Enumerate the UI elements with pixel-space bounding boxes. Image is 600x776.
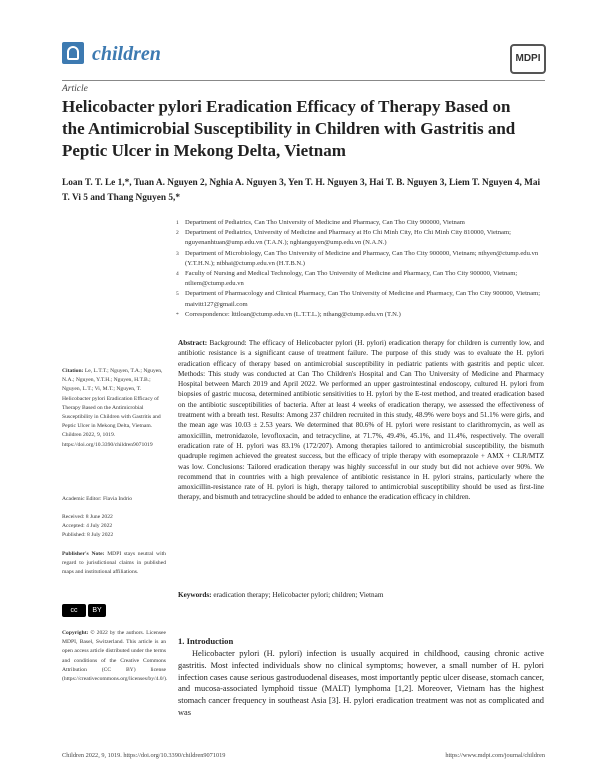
affiliation-item: 2 Department of Pediatrics, University of Medicine and Pharmacy at Ho Chi Minh City, Ho Chi Minh City 810000, Vietnam; nguyenanhtuan@ump.edu.vn (T.A.N.); nghianguyen@ump.edu.vn (N.A.N.) <box>176 229 511 247</box>
affiliation-item: 5 Department of Pharmacology and Clinical Pharmacy, Can Tho University of Medicine and Pharmacy, Can Tho City 900000, Vietnam; maivitt127@gmail.com <box>176 290 541 308</box>
accepted-date: Accepted: 4 July 2022 <box>62 523 113 530</box>
footer-journal-link[interactable]: https://www.mdpi.com/journal/children <box>445 752 545 759</box>
author-list: Loan T. T. Le 1,*, Tuan A. Nguyen 2, Nghia A. Nguyen 3, Yen T. H. Nguyen 3, Hai T. B. Nguyen 3, Liem T. Nguyen 4, Mai T. Vi 5 and Thang Nguyen 5,* <box>62 178 541 203</box>
academic-editor: Academic Editor: Flavia Indrio <box>62 496 133 502</box>
footer-citation: Children 2022, 9, 1019. https://doi.org/10.3390/children9071019 <box>62 752 226 759</box>
affiliations <box>176 218 546 320</box>
by-license-icon[interactable]: BY <box>88 604 106 617</box>
cc-license-icon[interactable]: cc <box>62 604 86 617</box>
journal-name: children <box>92 43 161 65</box>
introduction-text: Helicobacter pylori (H. pylori) infection is usually acquired in childhood, causing chronic active gastritis. Most infected individuals show no clinical symptoms; however, a small number of H. pylori infection cases cause serious gastroduodenal diseases, most importantly peptic ulcer disease, stomach cancer, and mucosa-associated lymphoid tissue (MALT) lymphoma [1,2]. Moreover, Vietnam has the highest stomach cancer frequency in southeast Asia [3]. H. pylori eradication treatment was not as complicated and was <box>178 649 544 717</box>
affiliation-item: 3 Department of Microbiology, Can Tho University of Medicine and Pharmacy, Can Tho City 900000, Vietnam; nthyen@ctump.edu.vn (Y.T.H.N.); ntbhai@ctump.edu.vn (H.T.B.N.) <box>176 249 539 267</box>
article-type: Article <box>62 84 88 94</box>
affiliation-item: 4 Faculty of Nursing and Medical Technology, Can Tho University of Medicine and Pharmacy, Can Tho City 900000, Vietnam; ntliem@ctump.edu.vn <box>176 270 518 288</box>
section-heading-introduction: 1. Introduction <box>178 636 234 646</box>
keywords: Keywords: eradication therapy; Helicobacter pylori; children; Vietnam <box>178 591 384 599</box>
affiliation-item: 1 Department of Pediatrics, Can Tho University of Medicine and Pharmacy, Can Tho City 900000, Vietnam <box>176 219 465 226</box>
journal-logo-icon <box>62 42 84 64</box>
header-divider <box>62 80 545 81</box>
abstract: Abstract: Background: The efficacy of Helicobacter pylori (H. pylori) eradication therapy for children is currently low, and antibiotic resistance is a significant cause of treatment failure. The purpose of this study was to evaluate the H. pylori eradication efficacy of therapy based on antimicrobial susceptibility in pediatric patients with gastritis and peptic ulcer. Methods: This study was conducted at Can Tho Children's Hospital and Can Tho University of Medicine and Pharmacy Hospital between March 2019 and April 2022. We performed an upper gastrointestinal endoscopy, cultured H. pylori from biopsies of gastric mucosa, determined antibiotic sensitivities to H. pylori by the E-test method, and treated eradication based on the antibiotic susceptibilities of bacteria. After at least 4 weeks of eradication therapy, we assessed the effectiveness of treatment with a breath test. Results: Among 237 children recruited in this study, 48.9% were boys and 51.1% were girls, and the mean age was 10.03 ± 2.53 years. We determined that 80.6% of H. pylori were resistant to clarithromycin, as well as amoxicillin, metronidazole, levofloxacin, and tetracycline, at 71.7%, 49.4%, 45.1%, and 11.4%, respectively. The overall eradication rate of H. pylori was 83.1% (172/207). Among therapies tailored to antimicrobial susceptibility, the bismuth quadruple regimen achieved the greatest success, but the efficacy of triple therapy with esomeprazole + AMX + CLR/MTZ was low. Conclusions: Tailored eradication therapy was highly successful in our study but did not achieve over 90%. We recommend that in countries with a high prevalence of antibiotic resistance in H. pylori strains, particularly where the amoxicillin-resistance rate of H. pylori is high, therapy tailored to antimicrobial susceptibility should be used as first-line therapy, and bismuth and tetracycline should be added to enhance the eradication efficacy in children. <box>178 339 544 502</box>
received-date: Received: 8 June 2022 <box>62 514 113 520</box>
publication-dates <box>62 513 166 541</box>
copyright-block: Copyright: © 2022 by the authors. Licensee MDPI, Basel, Switzerland. This article is an open access article distributed under the terms and conditions of the Creative Commons Attribution (CC BY) license (https://creativecommons.org/licenses/by/4.0/). <box>62 630 168 683</box>
citation-block: Citation: Le, L.T.T.; Nguyen, T.A.; Nguyen, N.A.; Nguyen, Y.T.H.; Nguyen, H.T.B.; Nguyen, L.T.; Vi, M.T.; Nguyen, T. Helicobacter pylori Eradication Efficacy of Therapy Based on the Antimicrobial Susceptibility in Children with Gastritis and Peptic Ulcer in Mekong Delta, Vietnam. Children 2022, 9, 1019. https://doi.org/10.3390/children9071019 <box>62 368 163 448</box>
correspondence: * Correspondence: ltttloan@ctump.edu.vn (L.T.T.L.); nthang@ctump.edu.vn (T.N.) <box>176 310 401 318</box>
publisher-logo: MDPI <box>510 44 546 74</box>
article-title: Helicobacter pylori Eradication Efficacy of Therapy Based on the Antimicrobial Susceptibility in Children with Gastritis and Peptic Ulcer in Mekong Delta, Vietnam <box>62 97 516 160</box>
published-date: Published: 8 July 2022 <box>62 532 114 539</box>
publisher-note: Publisher's Note: MDPI stays neutral with regard to jurisdictional claims in published maps and institutional affiliations. <box>62 551 166 576</box>
page-footer <box>62 752 545 759</box>
